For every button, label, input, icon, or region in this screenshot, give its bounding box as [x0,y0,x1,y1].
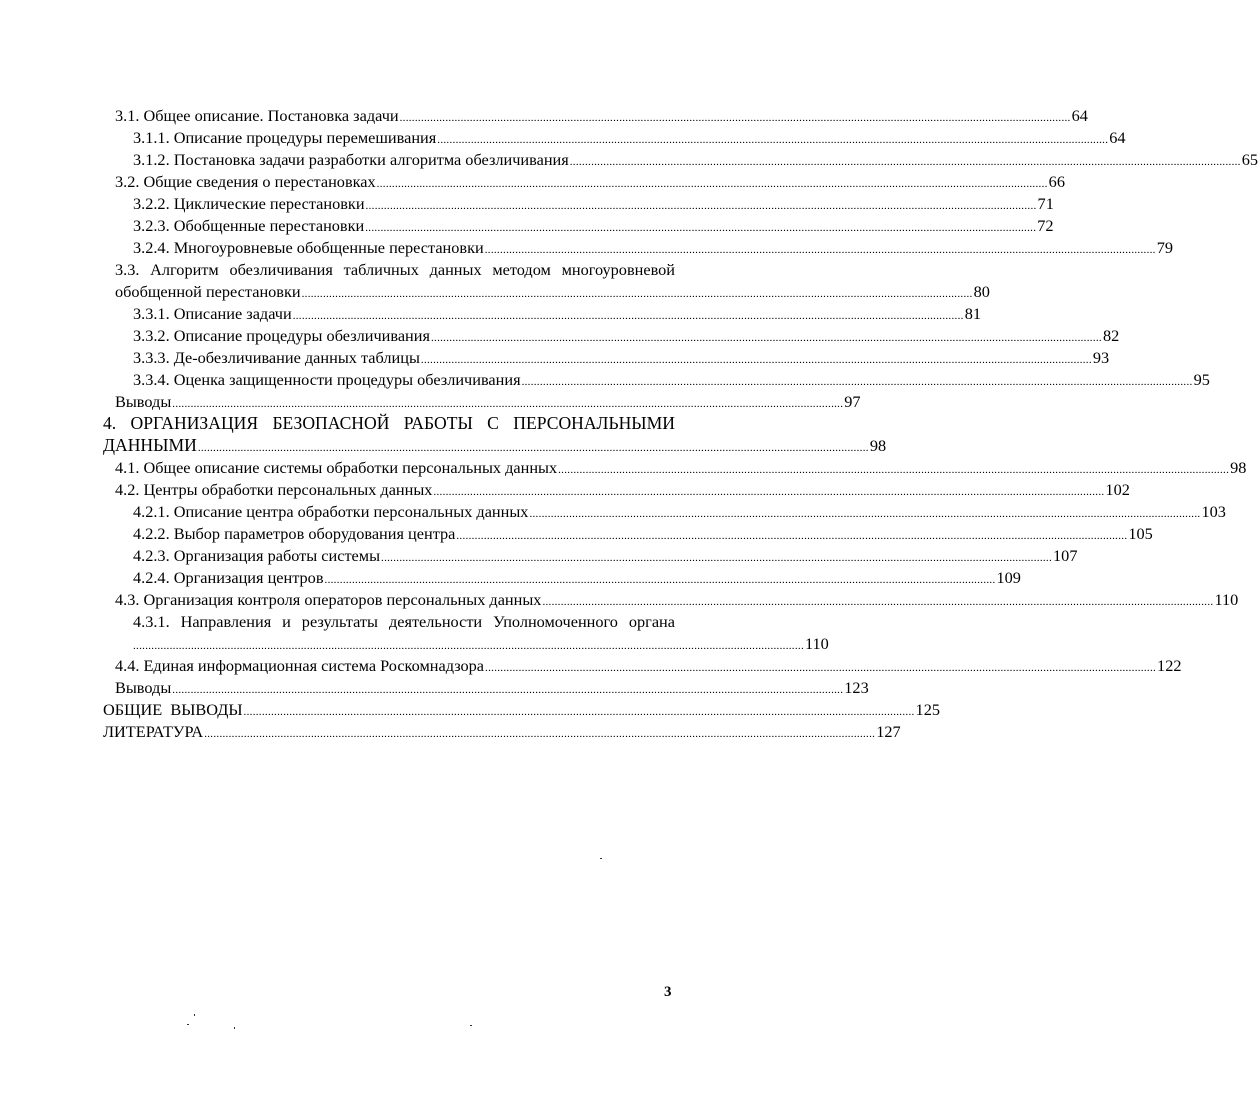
toc-entry-title-line1: 3.3. Алгоритм обезличивания табличных данных методом многоуровневой [115,260,675,279]
toc-entry-title: 3.3.4. Оценка защищенности процедуры обезличивания [133,370,521,389]
toc-entry-page: 81 [964,304,981,323]
toc-entry-title: Выводы [115,678,172,697]
toc-entry-page: 97 [844,392,861,411]
toc-entry-page: 123 [844,678,869,697]
toc-entry-page: 72 [1037,216,1054,235]
scan-speck [470,1025,472,1026]
dot-leader: ............................................................................................................................................................................................................................ [172,398,844,410]
toc-entry [115,590,1239,609]
toc-entry-title: 4.2.4. Организация центров [133,568,324,587]
dot-leader: ............................................................................................................................................................................................................................ [430,332,1102,344]
toc-entry-page: 110 [805,634,829,653]
toc-entry [115,282,990,301]
dot-leader: ............................................................................................................................................................................................................................ [521,376,1193,388]
toc-entry-title: ОБЩИЕ ВЫВОДЫ [103,700,243,719]
toc-entry-page: 102 [1105,480,1130,499]
toc-entry-page: 125 [915,700,940,719]
toc-entry-title: 3.2. Общие сведения о перестановках [115,172,376,191]
dot-leader: ............................................................................................................................................................................................................................ [365,200,1037,212]
toc-chapter-title-line1: 4. ОРГАНИЗАЦИЯ БЕЗОПАСНОЙ РАБОТЫ С ПЕРСОНАЛЬНЫМИ [103,413,675,433]
toc-entry-title: 3.3.3. Де-обезличивание данных таблицы [133,348,420,367]
toc-entry-page: 64 [1109,128,1126,147]
dot-leader: ............................................................................................................................................................................................................................ [485,662,1157,674]
toc-entry-page: 79 [1156,238,1173,257]
toc-entry [103,435,887,455]
toc-entry-page: 93 [1092,348,1110,367]
toc-entry [115,678,869,697]
toc-entry-page: 80 [973,282,990,301]
dot-leader: ............................................................................................................................................................................................................................ [456,530,1128,542]
toc-entry [133,216,1054,235]
toc-entry [133,634,829,653]
dot-leader: ............................................................................................................................................................................................................................ [133,640,804,652]
dot-leader: ............................................................................................................................................................................................................................ [433,486,1105,498]
toc-entry-title: 4.2.3. Организация работы системы [133,546,381,565]
dot-leader: ............................................................................................................................................................................................................................ [204,728,876,740]
toc-entry-page: 105 [1128,524,1153,543]
dot-leader: ............................................................................................................................................................................................................................ [197,442,869,454]
toc-entry [133,304,981,323]
toc-entry [133,502,1226,521]
dot-leader: ............................................................................................................................................................................................................................ [420,354,1092,366]
toc-entry-title: 4.2. Центры обработки персональных данных [115,480,433,499]
page-number: 3 [664,984,672,1000]
toc-entry-title: 4.3. Организация контроля операторов персональных данных [115,590,542,609]
dot-leader: ............................................................................................................................................................................................................................ [324,574,996,586]
toc-entry-page: 98 [869,436,887,455]
toc-entry-page: 82 [1102,326,1120,345]
dot-leader: ............................................................................................................................................................................................................................ [484,244,1156,256]
dot-leader: ............................................................................................................................................................................................................................ [437,134,1109,146]
toc-entry-page: 64 [1071,106,1088,125]
toc-entry-title: 3.3.2. Описание процедуры обезличивания [133,326,430,345]
toc-entry [133,568,1021,587]
toc-entry [133,150,1258,169]
toc-entry [103,700,940,719]
toc-entry-title: 3.2.4. Многоуровневые обобщенные перестановки [133,238,484,257]
scan-speck [234,1027,235,1029]
toc-entry-page: 65 [1241,150,1258,169]
toc-entry-page: 98 [1230,458,1247,477]
toc-entry-page: 66 [1048,172,1065,191]
dot-leader: ............................................................................................................................................................................................................................ [542,596,1214,608]
toc-entry [133,370,1210,389]
toc-entry-page: 122 [1157,656,1182,675]
toc-entry-page: 95 [1193,370,1210,389]
scan-speck [187,1024,189,1025]
toc-chapter-title-line2: ДАННЫМИ [103,435,197,455]
dot-leader: ............................................................................................................................................................................................................................ [376,178,1048,190]
dot-leader: ............................................................................................................................................................................................................................ [292,310,964,322]
toc-entry [115,480,1130,499]
toc-entry-title: 3.1.2. Постановка задачи разработки алгоритма обезличивания [133,150,569,169]
toc-entry-title: 3.1.1. Описание процедуры перемешивания [133,128,437,147]
scan-speck [194,1014,195,1016]
dot-leader: ............................................................................................................................................................................................................................ [399,112,1071,124]
toc-entry [133,326,1120,345]
toc-entry [133,194,1054,213]
toc-entry-title: 4.2.2. Выбор параметров оборудования центра [133,524,456,543]
toc-entry-title: 3.2.2. Циклические перестановки [133,194,365,213]
toc-entry [115,458,1247,477]
toc-entry-page: 109 [996,568,1021,587]
toc-entry-title: 4.4. Единая информационная система Роскомнадзора [115,656,485,675]
toc-entry-page: 127 [876,722,901,741]
toc-entry-title: 4.1. Общее описание системы обработки персональных данных [115,458,558,477]
scan-speck [600,858,602,859]
dot-leader: ............................................................................................................................................................................................................................ [569,156,1241,168]
toc-entry [115,106,1088,125]
toc-entry [133,524,1153,543]
toc-entry [103,722,901,741]
toc-entry-title-line1: 4.3.1. Направления и результаты деятельности Уполномоченного органа [133,612,675,631]
toc-entry [115,656,1182,675]
dot-leader: ............................................................................................................................................................................................................................ [172,684,844,696]
dot-leader: ............................................................................................................................................................................................................................ [365,222,1037,234]
toc-entry-title: 4.2.1. Описание центра обработки персональных данных [133,502,529,521]
toc-entry-title-line2: обобщенной перестановки [115,282,301,301]
toc-entry [133,546,1078,565]
dot-leader: ............................................................................................................................................................................................................................ [243,706,915,718]
toc-entry [133,348,1110,367]
toc-entry-title: ЛИТЕРАТУРА [103,722,204,741]
toc-entry-title: Выводы [115,392,172,411]
toc-entry-page: 103 [1201,502,1226,521]
toc-entry [133,128,1126,147]
toc-entry-title: 3.3.1. Описание задачи [133,304,292,323]
toc-entry [115,392,861,411]
toc-entry-title: 3.2.3. Обобщенные перестановки [133,216,365,235]
toc-entry [115,172,1065,191]
toc-entry-title: 3.1. Общее описание. Постановка задачи [115,106,399,125]
toc-entry-page: 107 [1053,546,1078,565]
dot-leader: ............................................................................................................................................................................................................................ [529,508,1201,520]
dot-leader: ............................................................................................................................................................................................................................ [558,464,1230,476]
dot-leader: ............................................................................................................................................................................................................................ [381,552,1053,564]
toc-entry-page: 110 [1214,590,1239,609]
toc-entry [133,238,1173,257]
toc-entry-page: 71 [1037,194,1054,213]
dot-leader: ............................................................................................................................................................................................................................ [301,288,973,300]
